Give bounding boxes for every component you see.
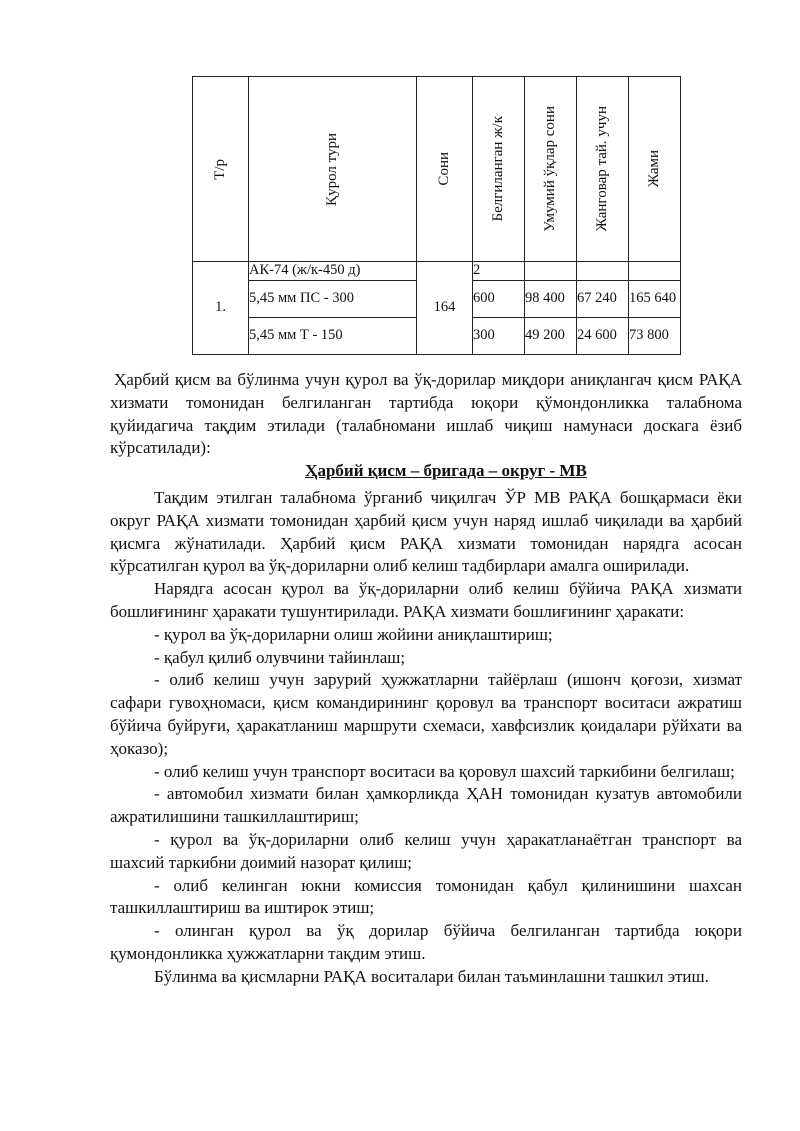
ammunition-table [192,76,681,355]
norm-cell: 300 [473,318,525,355]
total-rounds-cell: 98 400 [525,281,577,318]
weapon-type-cell: 5,45 мм ПС - 300 [249,281,417,318]
header-cell-sum: Жами [629,77,681,262]
list-item: - олиб келиш учун зарурий ҳужжатларни тайёрлаш (ишонч қоғози, хизмат сафари гувоҳномаси, қисм командирининг қоровул ва транспорт воситаси ажратиш бўйича буйруғи, ҳаракатланиш маршрути схемаси, хавфсизлик қоидалари рўйхати ва ҳоказо); [110,670,742,758]
section-heading: Ҳарбий қисм – бригада – округ - МВ [305,461,587,481]
total-rounds-cell: 49 200 [525,318,577,355]
count-cell: 164 [417,262,473,355]
table-row [193,262,681,281]
list-item: - қабул қилиб олувчини тайинлаш; [154,647,406,667]
header-cell-count: Сони [417,77,473,262]
weapon-type-cell: АК-74 (ж/к-450 д) [249,262,417,281]
total-rounds-cell [525,262,577,281]
row-number-cell: 1. [193,262,249,355]
sum-cell: 165 640 [629,281,681,318]
combat-cell: 67 240 [577,281,629,318]
header-cell-weapon-type: Қурол тури [249,77,417,262]
header-cell-norm: Белгиланган ж/к [473,77,525,262]
paragraph: Ҳарбий қисм ва бўлинма учун қурол ва ўқ-дорилар миқдори аниқлангач қисм РАҚА хизмати томонидан белгиланган тартибда юқори қўмондонликка талабнома қуйидагича тақдим этилади (талабномани ишлаб чиқиш намунаси доскага ёзиб кўрсатилади): [110,370,742,458]
header-cell-number: Т/р [193,77,249,262]
norm-cell: 2 [473,262,525,281]
table-header-row [193,77,681,262]
combat-cell [577,262,629,281]
list-item: - олиб келинган юкни комиссия томонидан қабул қилинишини шахсан ташкиллаштириш ва иштирок этиш; [110,875,742,918]
norm-cell: 600 [473,281,525,318]
header-cell-combat-ready: Жанговар тай. учун [577,77,629,262]
sum-cell [629,262,681,281]
list-item: - олинган қурол ва ўқ дорилар бўйича белгиланган тартибда юқори қумондонликка ҳужжатларни тақдим этиш. [110,921,742,963]
paragraph: Тақдим этилган талабнома ўрганиб чиқилгач ЎР МВ РАҚА бошқармаси ёки округ РАҚА хизмати томонидан ҳарбий қисм учун наряд ишлаб чиқилади ва ҳарбий қисмга жўнатилади. Ҳарбий қисм РАҚА хизмати томонидан нарядга асосан кўрсатилган қурол ва ўқ-дориларни олиб келиш тадбирлари амалга оширилади. [110,487,742,576]
body-text [110,369,742,989]
sum-cell: 73 800 [629,318,681,355]
combat-cell: 24 600 [577,318,629,355]
header-cell-total-rounds: Умумий ўқлар сони [525,77,577,262]
list-item: - қурол ва ўқ-дориларни олиб келиш учун ҳаракатланаётган транспорт ва шахсий таркибни доимий назорат қилиш; [110,829,742,872]
list-item: - автомобил хизмати билан ҳамкорликда ҲАН томонидан кузатув автомобили ажратилишини ташкиллаштириш; [110,784,742,827]
weapon-type-cell: 5,45 мм Т - 150 [249,318,417,355]
list-item: - қурол ва ўқ-дориларни олиш жойини аниқлаштириш; [154,624,553,644]
paragraph: Нарядга асосан қурол ва ўқ-дориларни олиб келиш бўйича РАҚА хизмати бошлиғининг ҳаракати тушунтирилади. РАҚА хизмати бошлиғининг ҳаракати: [110,579,742,621]
list-item: - олиб келиш учун транспорт воситаси ва қоровул шахсий таркибини белгилаш; [154,761,735,781]
paragraph: Бўлинма ва қисмларни РАҚА воситалари билан таъминлашни ташкил этиш. [154,966,709,986]
